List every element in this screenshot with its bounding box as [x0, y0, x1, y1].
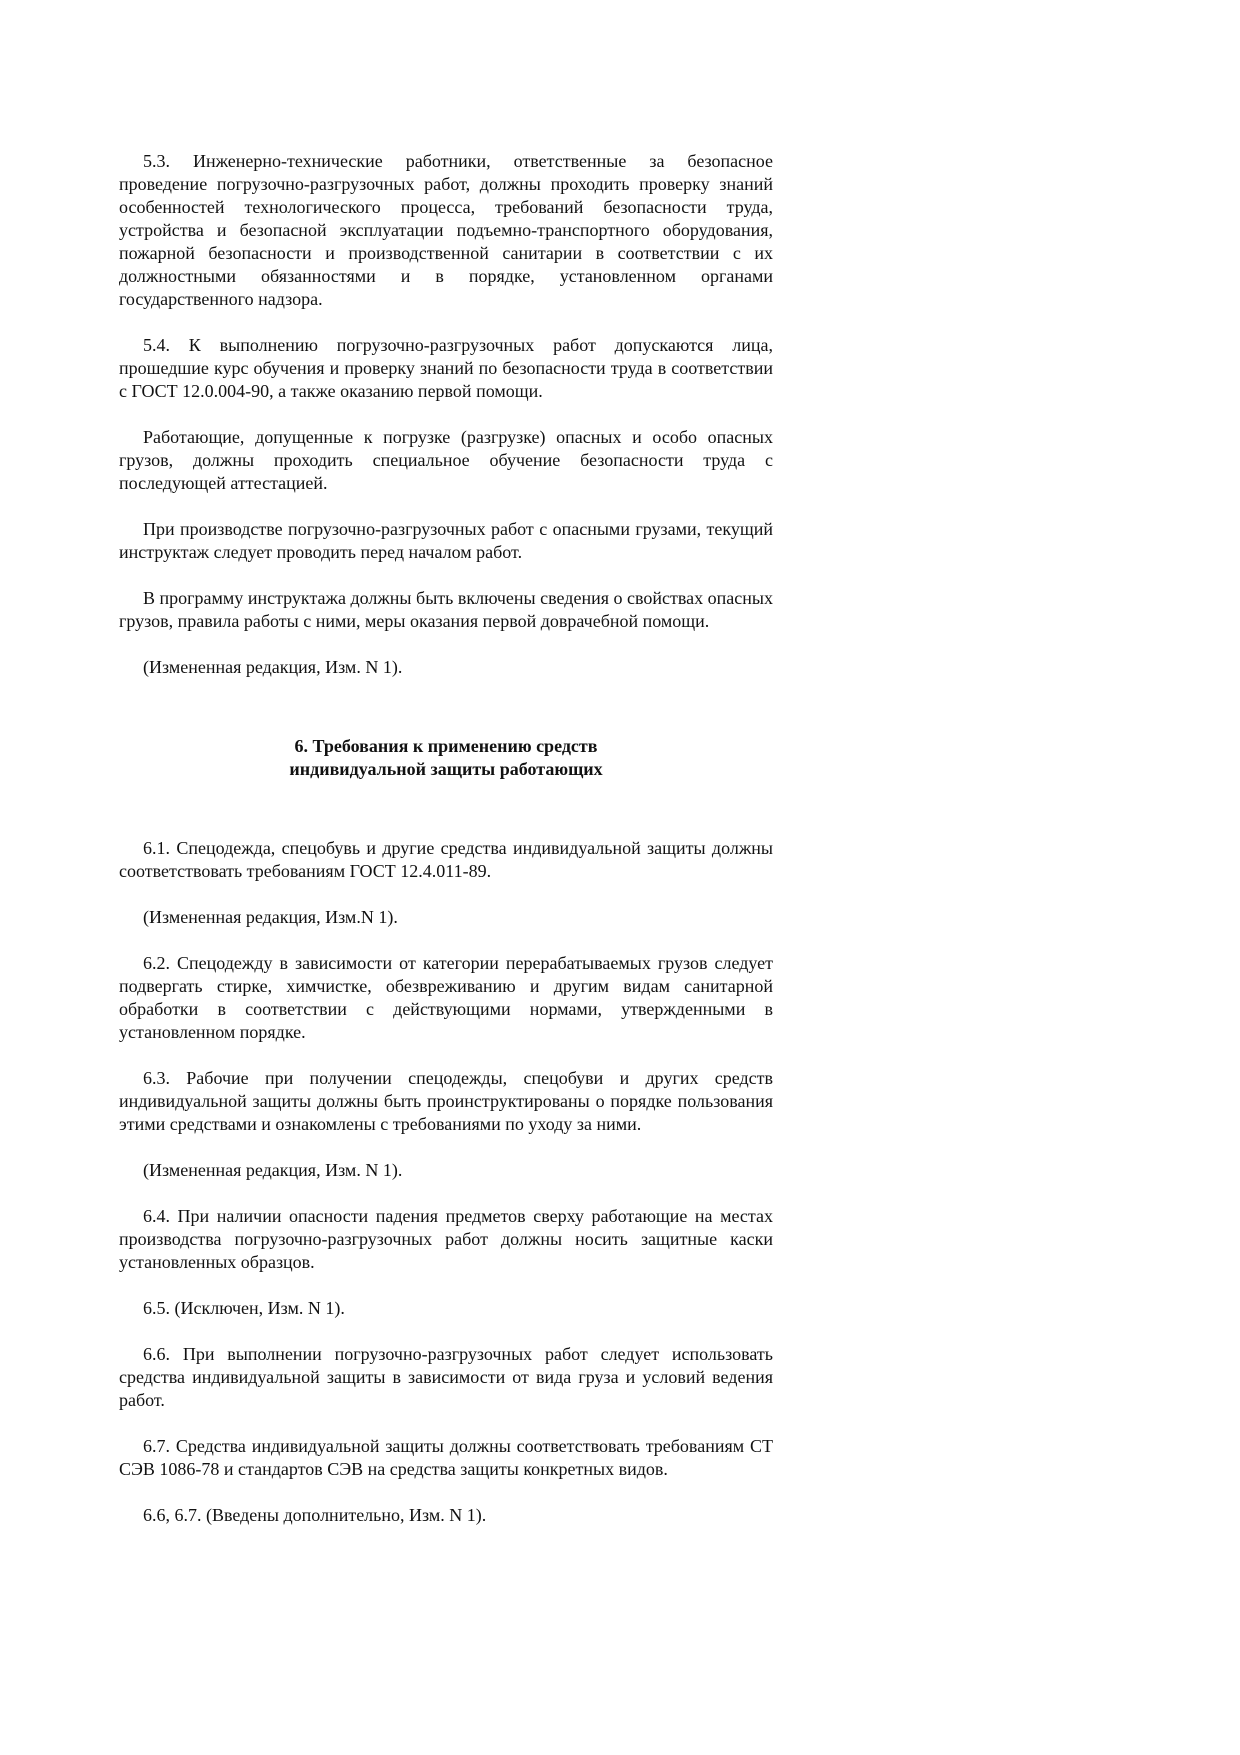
paragraph-briefing-program: В программу инструктажа должны быть включены сведения о свойствах опасных грузов, правила работы с ними, меры оказания первой доврачебной помощи. — [119, 588, 773, 631]
paragraph-6-5: 6.5. (Исключен, Изм. N 1). — [143, 1298, 345, 1318]
paragraph-dangerous-goods-training: Работающие, допущенные к погрузке (разгрузке) опасных и особо опасных грузов, должны проходить специальное обучение безопасности труда с последующей аттестацией. — [119, 427, 773, 493]
paragraph-5-4: 5.4. К выполнению погрузочно-разгрузочных работ допускаются лица, прошедшие курс обучения и проверку знаний по безопасности труда в соответствии с ГОСТ 12.0.004-90, а также оказанию первой помощи. — [119, 335, 773, 401]
section-6-heading-line-2: индивидуальной защиты работающих — [289, 759, 603, 779]
paragraph-briefing-timing: При производстве погрузочно-разгрузочных работ с опасными грузами, текущий инструктаж следует проводить перед началом работ. — [119, 519, 773, 562]
amendment-note: (Измененная редакция, Изм. N 1). — [143, 657, 403, 677]
amendment-note: (Измененная редакция, Изм.N 1). — [143, 907, 398, 927]
amendment-note: (Измененная редакция, Изм. N 1). — [143, 1160, 403, 1180]
paragraph-6-7: 6.7. Средства индивидуальной защиты должны соответствовать требованиям СТ СЭВ 1086-78 и стандартов СЭВ на средства защиты конкретных видов. — [119, 1436, 773, 1479]
paragraph-6-2: 6.2. Спецодежду в зависимости от категории перерабатываемых грузов следует подвергать стирке, химчистке, обезвреживанию и другим видам санитарной обработки в соответствии с действующими нормами, утвержденными в установленном порядке. — [119, 953, 773, 1042]
amendment-note: 6.6, 6.7. (Введены дополнительно, Изм. N 1). — [143, 1505, 487, 1525]
paragraph-6-1: 6.1. Спецодежда, спецобувь и другие средства индивидуальной защиты должны соответствовать требованиям ГОСТ 12.4.011-89. — [119, 838, 773, 881]
section-6-heading — [119, 735, 773, 781]
document-page — [119, 150, 773, 1550]
paragraph-5-3: 5.3. Инженерно-технические работники, ответственные за безопасное проведение погрузочно-разгрузочных работ, должны проходить проверку знаний особенностей технологического процесса, требований безопасности труда, устройства и безопасной эксплуатации подъемно-транспортного оборудования, пожарной безопасности и производственной санитарии в соответствии с их должностными обязанностями и в порядке, установленном органами государственного надзора. — [119, 151, 773, 309]
paragraph-6-4: 6.4. При наличии опасности падения предметов сверху работающие на местах производства погрузочно-разгрузочных работ должны носить защитные каски установленных образцов. — [119, 1206, 773, 1272]
paragraph-6-3: 6.3. Рабочие при получении спецодежды, спецобуви и других средств индивидуальной защиты должны быть проинструктированы о порядке пользования этими средствами и ознакомлены с требованиями по уходу за ними. — [119, 1068, 773, 1134]
section-6-heading-line-1: 6. Требования к применению средств — [294, 736, 598, 756]
paragraph-6-6: 6.6. При выполнении погрузочно-разгрузочных работ следует использовать средства индивидуальной защиты в зависимости от вида груза и условий ведения работ. — [119, 1344, 773, 1410]
